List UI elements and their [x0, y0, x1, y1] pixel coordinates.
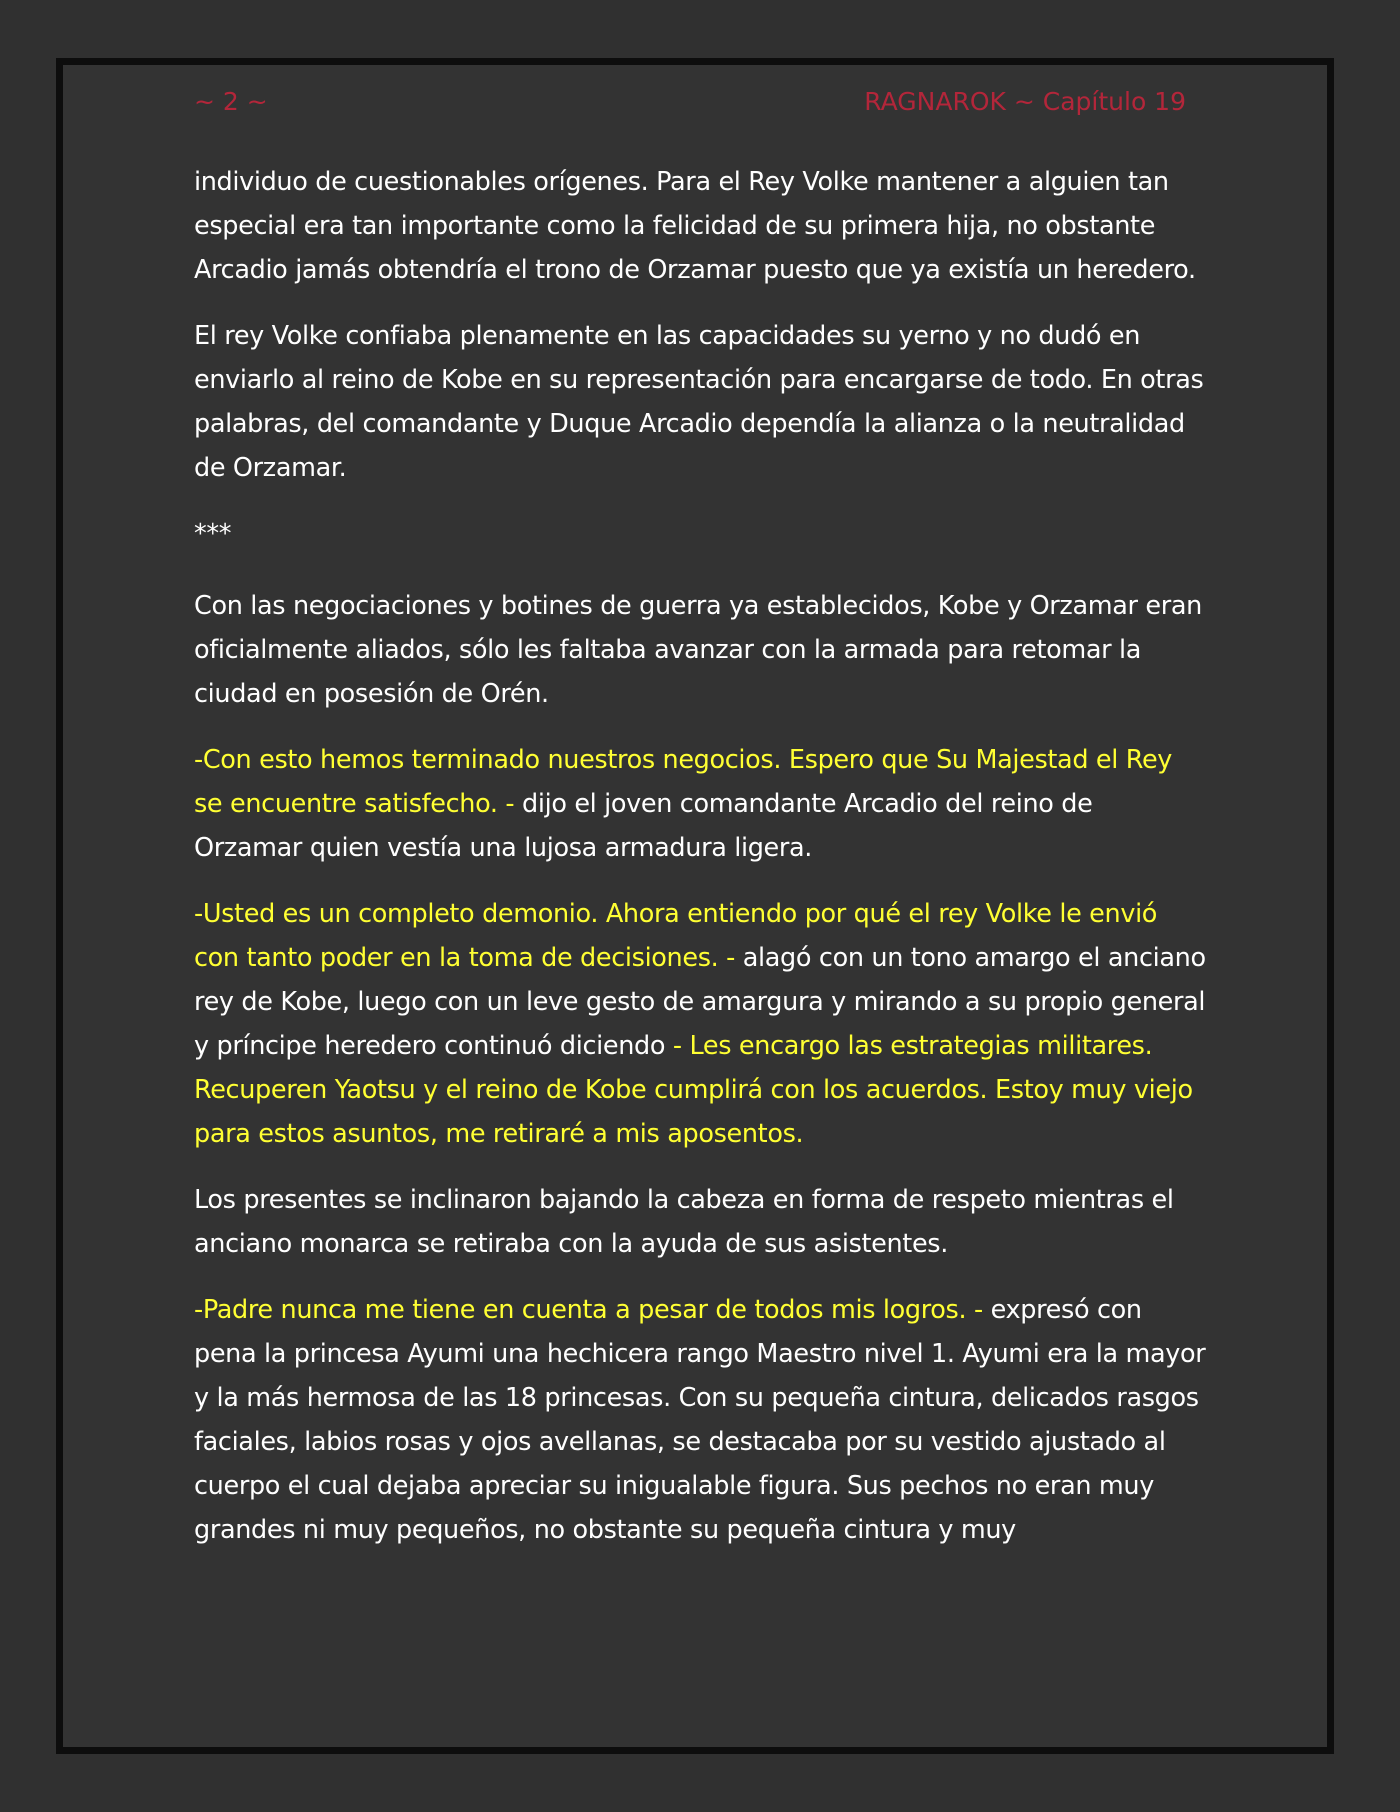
narration: Los presentes se inclinaron bajando la cabeza en forma de respeto mientras el anciano monarca se retiraba con la ayuda de sus asistentes.	[194, 1185, 1174, 1259]
scene-separator	[194, 512, 1206, 556]
narration: alagó con un tono amargo el anciano rey de Kobe, luego con un leve gesto de amargura y mirando a su propio general y príncipe heredero continuó diciendo	[194, 943, 1206, 1061]
dialogue: -Con esto hemos terminado nuestros negocios. Espero que Su Majestad el Rey se encuentre satisfecho. -	[194, 745, 1173, 819]
paragraph	[194, 1178, 1206, 1266]
dialogue: -Padre nunca me tiene en cuenta a pesar de todos mis logros. -	[194, 1295, 991, 1325]
paragraph	[194, 1288, 1206, 1552]
running-title: RAGNAROK ~ Capítulo 19	[864, 87, 1186, 116]
paragraph	[194, 584, 1206, 716]
dialogue: -Usted es un completo demonio. Ahora entiendo por qué el rey Volke le envió con tanto poder en la toma de decisiones. -	[194, 899, 1158, 973]
paragraph	[194, 160, 1206, 292]
paragraph	[194, 738, 1206, 870]
paragraph	[194, 892, 1206, 1156]
narration: Con las negociaciones y botines de guerra ya establecidos, Kobe y Orzamar eran oficialmente aliados, sólo les faltaba avanzar con la armada para retomar la ciudad en posesión de Orén.	[194, 591, 1202, 709]
narration: dijo el joven comandante Arcadio del reino de Orzamar quien vestía una lujosa armadura ligera.	[194, 789, 1093, 863]
separator-text: ***	[194, 519, 232, 549]
narration: expresó con pena la princesa Ayumi una hechicera rango Maestro nivel 1. Ayumi era la mayor y la más hermosa de las 18 princesas. Con su pequeña cintura, delicados rasgos faciales, labios rosas y ojos avellanas, se destacaba por su vestido ajustado al cuerpo el cual dejaba apreciar su inigualable figura. Sus pechos no eran muy grandes ni muy pequeños, no obstante su pequeña cintura y muy	[194, 1295, 1206, 1545]
narration: El rey Volke confiaba plenamente en las capacidades su yerno y no dudó en enviarlo al reino de Kobe en su representación para encargarse de todo. En otras palabras, del comandante y Duque Arcadio dependía la alianza o la neutralidad de Orzamar.	[194, 321, 1204, 483]
paragraph	[194, 314, 1206, 490]
body-text	[194, 160, 1206, 1574]
dialogue: - Les encargo las estrategias militares. Recuperen Yaotsu y el reino de Kobe cumplirá con los acuerdos. Estoy muy viejo para estos asuntos, me retiraré a mis aposentos.	[194, 1031, 1193, 1149]
page-number: ~ 2 ~	[194, 87, 268, 116]
narration: individuo de cuestionables orígenes. Para el Rey Volke mantener a alguien tan especial era tan importante como la felicidad de su primera hija, no obstante Arcadio jamás obtendría el trono de Orzamar puesto que ya existía un heredero.	[194, 167, 1196, 285]
